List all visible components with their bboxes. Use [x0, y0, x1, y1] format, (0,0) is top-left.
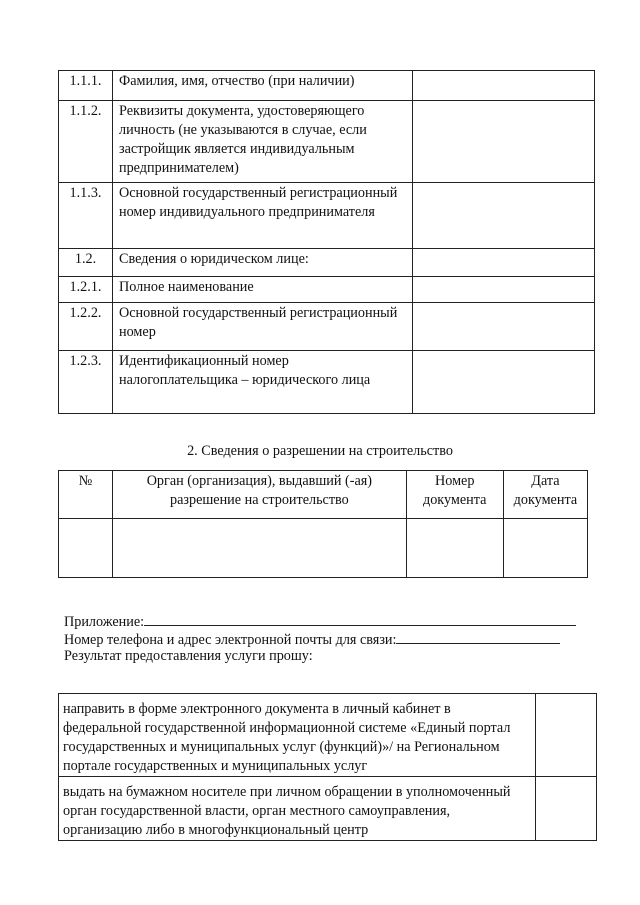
table-row: [59, 183, 595, 249]
table-row: [59, 694, 597, 777]
section-2-title: 2. Сведения о разрешении на строительство: [187, 443, 453, 459]
row-number: 1.1.3.: [59, 183, 113, 249]
result-option-text: направить в форме электронного документа в личный кабинет в федеральной государственной информационной системе «Единый портал государственных и муниципальных услуг (функций)»/ на Региональном портале государственных и муниципальных услуг: [59, 694, 536, 777]
result-label: Результат предоставления услуги прошу:: [64, 648, 313, 664]
cell-number[interactable]: [59, 519, 113, 578]
row-label: Основной государственный регистрационный номер индивидуального предпринимателя: [113, 183, 413, 249]
header-organ: Орган (организация), выдавший (-ая) разрешение на строительство: [113, 471, 407, 519]
row-label: Фамилия, имя, отчество (при наличии): [113, 71, 413, 101]
result-options-table: [58, 693, 597, 841]
table-row: [59, 101, 595, 183]
header-number: №: [59, 471, 113, 519]
row-value-cell[interactable]: [413, 183, 595, 249]
cell-doc-number[interactable]: [406, 519, 503, 578]
header-doc-date: Дата документа: [503, 471, 587, 519]
cell-organ[interactable]: [113, 519, 407, 578]
row-number: 1.2.1.: [59, 277, 113, 303]
row-label: Основной государственный регистрационный номер: [113, 303, 413, 351]
result-option-checkbox[interactable]: [536, 777, 597, 841]
contact-input-line[interactable]: [396, 628, 560, 644]
result-option-checkbox[interactable]: [536, 694, 597, 777]
row-value-cell[interactable]: [413, 71, 595, 101]
row-label: Идентификационный номер налогоплательщика – юридического лица: [113, 351, 413, 414]
contact-label: Номер телефона и адрес электронной почты для связи:: [64, 632, 397, 648]
table-row: [59, 351, 595, 414]
contact-field: [64, 628, 560, 647]
row-label: Сведения о юридическом лице:: [113, 249, 413, 277]
result-option-text: выдать на бумажном носителе при личном обращении в уполномоченный орган государственной власти, орган местного самоуправления, организацию либо в многофункциональный центр: [59, 777, 536, 841]
row-value-cell[interactable]: [413, 351, 595, 414]
row-label: Реквизиты документа, удостоверяющего личность (не указываются в случае, если застройщик является индивидуальным предпринимателем): [113, 101, 413, 183]
attachment-input-line[interactable]: [144, 610, 576, 626]
row-value-cell[interactable]: [413, 277, 595, 303]
header-doc-number: Номер документа: [406, 471, 503, 519]
table-row: [59, 249, 595, 277]
table-row: [59, 777, 597, 841]
row-number: 1.2.3.: [59, 351, 113, 414]
permit-info-table: [58, 470, 588, 578]
row-number: 1.2.: [59, 249, 113, 277]
table-row: [59, 277, 595, 303]
table-row: [59, 71, 595, 101]
row-number: 1.1.1.: [59, 71, 113, 101]
row-value-cell[interactable]: [413, 101, 595, 183]
row-value-cell[interactable]: [413, 303, 595, 351]
table-row: [59, 303, 595, 351]
row-number: 1.2.2.: [59, 303, 113, 351]
cell-doc-date[interactable]: [503, 519, 587, 578]
row-label: Полное наименование: [113, 277, 413, 303]
table-row: [59, 519, 588, 578]
attachment-field: [64, 610, 576, 629]
table-header-row: [59, 471, 588, 519]
applicant-info-table: [58, 70, 595, 414]
row-number: 1.1.2.: [59, 101, 113, 183]
attachment-label: Приложение:: [64, 614, 145, 630]
row-value-cell[interactable]: [413, 249, 595, 277]
